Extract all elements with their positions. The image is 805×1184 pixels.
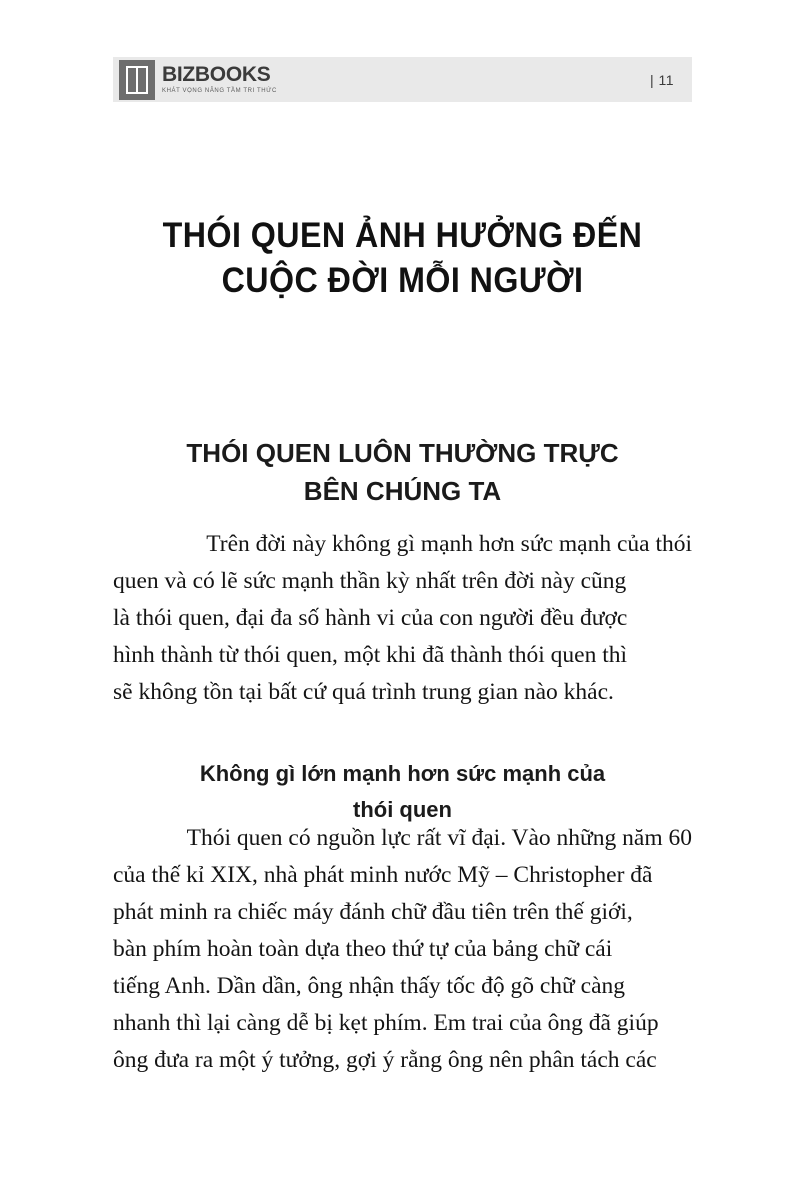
sub-title (113, 756, 692, 828)
paragraph-1-line-1: Trên đời này không gì mạnh hơn sức mạnh của thói (206, 531, 692, 557)
brand-name: BIZBOOKS (162, 62, 271, 86)
paragraph-1 (113, 526, 692, 711)
paragraph-1-line-2: quen và có lẽ sức mạnh thần kỳ nhất trên đời này cũng (113, 568, 627, 594)
paragraph-2-line-6: nhanh thì lại càng dễ bị kẹt phím. Em trai của ông đã giúp (113, 1010, 659, 1036)
book-logo-icon (119, 60, 155, 100)
paragraph-2-line-7: ông đưa ra một ý tưởng, gợi ý rằng ông nên phân tách các (113, 1047, 657, 1073)
chapter-title-line-2: CUỘC ĐỜI MỖI NGƯỜI (221, 261, 584, 301)
paragraph-2-line-3: phát minh ra chiếc máy đánh chữ đầu tiên trên thế giới, (113, 899, 633, 925)
section-title-line-1: THÓI QUEN LUÔN THƯỜNG TRỰC (186, 437, 619, 468)
paragraph-2-line-1: Thói quen có nguồn lực rất vĩ đại. Vào những năm 60 (186, 825, 692, 851)
chapter-title-line-1: THÓI QUEN ẢNH HƯỞNG ĐẾN (162, 216, 643, 256)
page-number: | 11 (649, 71, 674, 88)
paragraph-1-line-5: sẽ không tồn tại bất cứ quá trình trung gian nào khác. (113, 679, 614, 705)
brand-tagline: KHÁT VỌNG NÂNG TẦM TRI THỨC (162, 87, 277, 94)
chapter-title (136, 213, 669, 303)
page-header (113, 57, 692, 102)
brand-text (162, 64, 277, 96)
brand (113, 57, 277, 102)
paragraph-2-line-2: của thế kỉ XIX, nhà phát minh nước Mỹ – Christopher đã (113, 862, 653, 888)
paragraph-1-line-4: hình thành từ thói quen, một khi đã thành thói quen thì (113, 642, 628, 668)
sub-title-line-1: Không gì lớn mạnh hơn sức mạnh của (199, 761, 606, 786)
paragraph-1-line-3: là thói quen, đại đa số hành vi của con người đều được (113, 605, 628, 631)
paragraph-2-line-5: tiếng Anh. Dần dần, ông nhận thấy tốc độ gõ chữ càng (113, 973, 625, 999)
section-title (113, 434, 692, 510)
section-title-line-2: BÊN CHÚNG TA (303, 475, 502, 506)
paragraph-2-line-4: bàn phím hoàn toàn dựa theo thứ tự của bảng chữ cái (113, 936, 613, 962)
paragraph-2 (113, 820, 692, 1079)
sub-title-line-2: thói quen (353, 797, 452, 822)
